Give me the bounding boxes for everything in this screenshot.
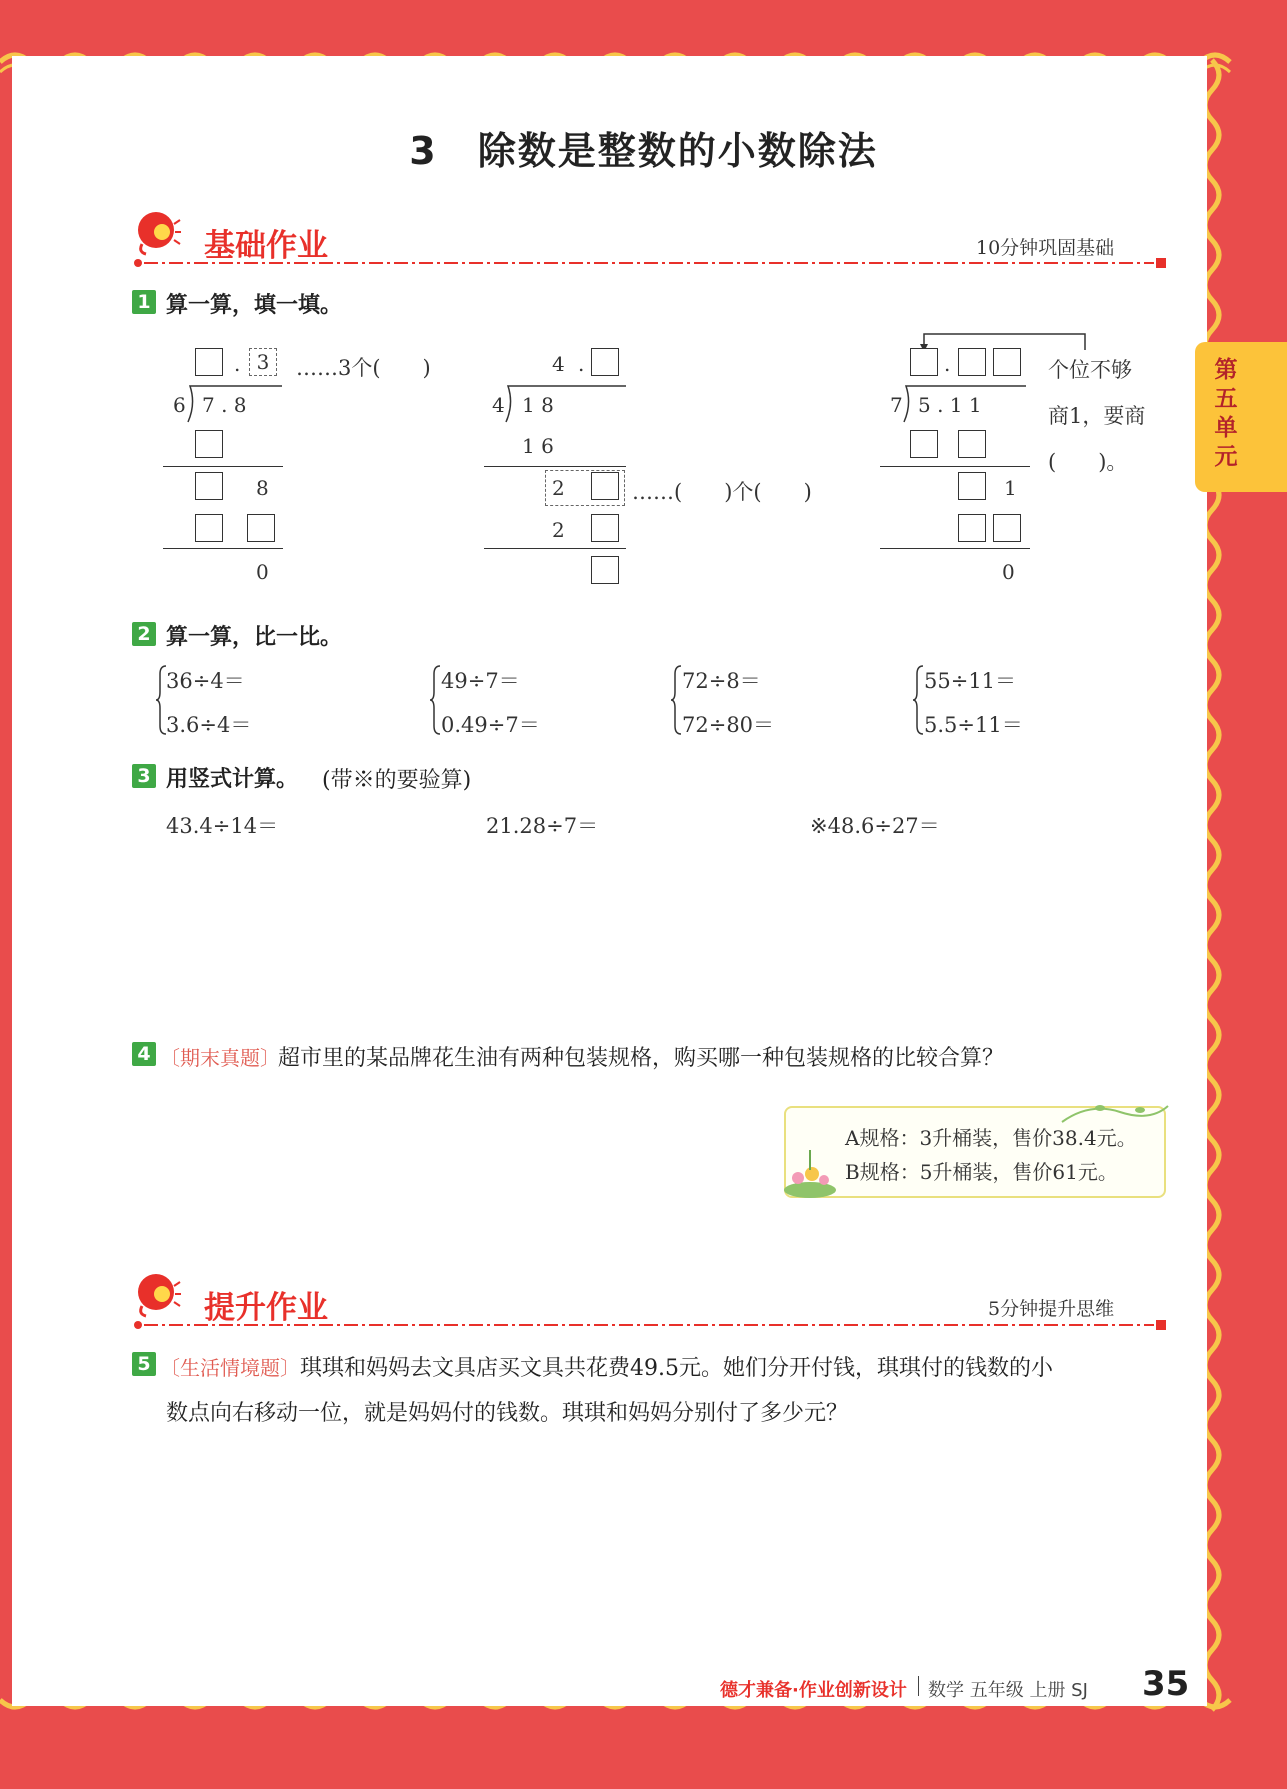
q1c-note-line2: 商1，要商: [1048, 404, 1146, 428]
q1c-dividend: 5 . 1 1: [918, 393, 982, 417]
section-divider: [130, 1318, 1170, 1332]
question-number-3: 3: [132, 764, 156, 788]
decimal-point: .: [578, 352, 585, 376]
q1b-dividend: 1 8: [522, 393, 554, 417]
q1a-remainder-digit: 8: [256, 476, 269, 500]
q2-expression: 36÷4＝: [166, 669, 245, 693]
q2-expression: 49÷7＝: [441, 669, 520, 693]
q2-expression: 0.49÷7＝: [441, 713, 540, 737]
answer-box[interactable]: [591, 472, 619, 500]
question-number-2: 2: [132, 622, 156, 646]
answer-box[interactable]: [993, 348, 1021, 376]
q1c-note-line3: ( )。: [1048, 450, 1128, 474]
answer-box[interactable]: [195, 514, 223, 542]
division-line: [484, 548, 626, 549]
basic-section-title: 基础作业: [204, 228, 328, 264]
q2-expression: 55÷11＝: [924, 669, 1017, 693]
q3-expression: ※48.6÷27＝: [810, 814, 940, 838]
answer-box[interactable]: [958, 472, 986, 500]
answer-box[interactable]: [958, 514, 986, 542]
section-divider: [130, 256, 1170, 270]
q1a-dividend: 7 . 8: [202, 393, 247, 417]
question-number-4: 4: [132, 1042, 156, 1066]
unit-tab: [1195, 342, 1287, 492]
q1b-note: ……( )个( ): [632, 480, 812, 504]
question-number-5: 5: [132, 1352, 156, 1376]
division-line: [484, 466, 626, 467]
answer-box[interactable]: [993, 514, 1021, 542]
advanced-section-title: 提升作业: [204, 1290, 328, 1326]
info-line-b: B规格：5升桶装，售价61元。: [845, 1160, 1118, 1184]
q3-expression: 43.4÷14＝: [166, 814, 279, 838]
q1c-divisor: 7: [890, 393, 903, 417]
question-number-1: 1: [132, 290, 156, 314]
question-2-text: 算一算，比一比。: [166, 625, 343, 650]
q2-expression: 3.6÷4＝: [166, 713, 252, 737]
q1b-subtrahend: 1 6: [522, 434, 554, 458]
answer-box[interactable]: [591, 348, 619, 376]
page-title: 3 除数是整数的小数除法: [409, 129, 878, 173]
question-3-note: (带※的要验算): [322, 768, 472, 793]
decimal-point: .: [234, 352, 241, 376]
basic-section-subtitle: 10分钟巩固基础: [976, 237, 1115, 259]
q1c-note-line1: 个位不够: [1048, 358, 1132, 382]
answer-box[interactable]: [591, 556, 619, 584]
question-5-text-line1: 琪琪和妈妈去文具店买文具共花费49.5元。她们分开付钱，琪琪付的钱数的小: [300, 1356, 1053, 1381]
answer-box[interactable]: [910, 430, 938, 458]
division-line: [880, 466, 1030, 467]
q1b-remainder: 2: [552, 476, 565, 500]
info-line-a: A规格：3升桶装，售价38.4元。: [845, 1126, 1137, 1150]
answer-box[interactable]: [958, 348, 986, 376]
footer-subject: 数学 五年级 上册 SJ: [928, 1680, 1088, 1701]
lamp-icon: [130, 208, 182, 256]
q1c-zero: 0: [1002, 560, 1015, 584]
q2-expression: 72÷80＝: [682, 713, 775, 737]
question-4-tag: 〔期末真题〕: [160, 1046, 280, 1070]
q1a-divisor: 6: [173, 393, 186, 417]
q1b-divisor: 4: [492, 393, 505, 417]
answer-box[interactable]: [195, 472, 223, 500]
unit-tab-label: 第五单元: [1214, 357, 1238, 470]
answer-box[interactable]: [591, 514, 619, 542]
answer-box[interactable]: [958, 430, 986, 458]
q1a-note: ……3个( ): [296, 356, 431, 380]
q3-expression: 21.28÷7＝: [486, 814, 599, 838]
answer-box[interactable]: [195, 348, 223, 376]
flower-decoration-icon: [780, 1130, 840, 1200]
decimal-point: .: [944, 352, 951, 376]
question-1-text: 算一算，填一填。: [166, 293, 343, 318]
q2-expression: 72÷8＝: [682, 669, 761, 693]
q1b-remainder-2: 2: [552, 518, 565, 542]
answer-box[interactable]: [247, 514, 275, 542]
q1c-remainder-digit: 1: [1004, 476, 1017, 500]
question-5-text-line2: 数点向右移动一位，就是妈妈付的钱数。琪琪和妈妈分别付了多少元？: [166, 1401, 849, 1426]
question-5-tag: 〔生活情境题〕: [160, 1356, 300, 1380]
division-line: [163, 548, 283, 549]
footer-separator: [918, 1676, 919, 1696]
question-4-text: 超市里的某品牌花生油有两种包装规格，购买哪一种包装规格的比较合算？: [278, 1046, 1005, 1071]
q2-expression: 5.5÷11＝: [924, 713, 1023, 737]
division-line: [163, 466, 283, 467]
question-3-text: 用竖式计算。: [166, 767, 299, 792]
division-line: [880, 548, 1030, 549]
lamp-icon: [130, 1270, 182, 1318]
advanced-section-subtitle: 5分钟提升思维: [988, 1298, 1115, 1320]
q1b-quotient-digit: 4: [552, 352, 565, 376]
quotient-digit: 3: [249, 348, 277, 376]
footer-brand: 德才兼备·作业创新设计: [720, 1680, 907, 1701]
answer-box[interactable]: [195, 430, 223, 458]
q1a-zero: 0: [256, 560, 269, 584]
answer-box[interactable]: [910, 348, 938, 376]
page-number: 35: [1142, 1664, 1190, 1704]
